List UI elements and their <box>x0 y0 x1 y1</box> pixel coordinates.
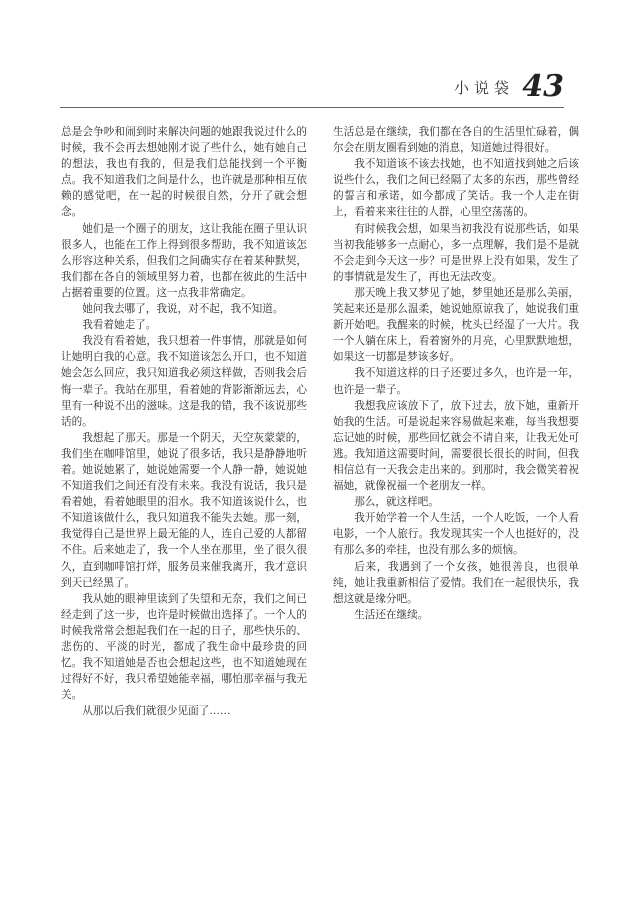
paragraph: 后来，我遇到了一个女孩，她很善良，也很单纯，她让我重新相信了爱情。我们在一起很快乐，我想这就是缘分吧。 <box>333 560 579 605</box>
paragraph: 我想起了那天。那是一个阴天，天空灰蒙蒙的，我们坐在咖啡馆里，她说了很多话，我只是静静地听着。她说她累了，她说她需要一个人静一静，她说她不知道我们之间还有没有未来。我没有说话，我只是看着她，看着她眼里的泪水。我不知道该说什么，也不知道该做什么，我只知道我不能失去她。那一刻，我觉得自己是世界上最无能的人，连自己爱的人都留不住。后来她走了，我一个人坐在那里，坐了很久很久，直到咖啡馆打烊，服务员来催我离开，我才意识到天已经黑了。 <box>61 431 307 589</box>
header-rule <box>60 107 564 108</box>
paragraph: 我没有看着她，我只想着一件事情，那就是如何让她明白我的心意。我不知道该怎么开口，也不知道她会怎么回应，我只知道我必须这样做，否则我会后悔一辈子。我站在那里，看着她的背影渐渐远去，心里有一种说不出的滋味。这是我的错，我不该说那些话的。 <box>61 335 307 428</box>
paragraph: 我开始学着一个人生活，一个人吃饭，一个人看电影，一个人旅行。我发现其实一个人也挺好的，没有那么多的牵挂，也没有那么多的烦恼。 <box>333 512 579 557</box>
paragraph: 生活总是在继续，我们都在各自的生活里忙碌着，偶尔会在朋友圈看到她的消息，知道她过得很好。 <box>333 126 579 155</box>
paragraph: 我看着她走了。 <box>82 319 157 332</box>
page-number: 43 <box>522 69 564 104</box>
paragraph: 总是会争吵和闹到时来解决问题的她跟我说过什么的时候，我不会再去想她刚才说了些什么，她有她自己的想法，我也有我的，但是我们总能找到一个平衡点。我不知道我们之间是什么，也许就是那种相互依赖的感觉吧，在一起的时候很自然，分开了就会想念。 <box>61 126 307 219</box>
paragraph: 那么，就这样吧。 <box>354 496 439 509</box>
paragraph: 生活还在继续。 <box>354 608 429 621</box>
paragraph: 有时候我会想，如果当初我没有说那些话，如果当初我能够多一点耐心，多一点理解，我们是不是就不会走到今天这一步？可是世界上没有如果，发生了的事情就是发生了，再也无法改变。 <box>333 222 579 283</box>
left-column <box>61 124 307 719</box>
paragraph: 我从她的眼神里读到了失望和无奈，我们之间已经走到了这一步，也许是时候做出选择了。一个人的时候我常常会想起我们在一起的日子，那些快乐的、悲伤的、平淡的时光，都成了我生命中最珍贵的回忆。我不知道她是否也会想起这些，也不知道她现在过得好不好，我只希望她能幸福，哪怕那幸福与我无关。 <box>61 592 307 702</box>
paragraph: 她们是一个圈子的朋友，这让我能在圈子里认识很多人，也能在工作上得到很多帮助，我不知道该怎么形容这种关系，但我们之间确实存在着某种默契，我们都在各自的领域里努力着，也都在彼此的生活中占据着重要的位置。这一点我非常确定。 <box>61 222 307 299</box>
paragraph: 我不知道该不该去找她，也不知道找到她之后该说些什么，我们之间已经隔了太多的东西，那些曾经的誓言和承诺，如今都成了笑话。我一个人走在街上，看着来来往往的人群，心里空荡荡的。 <box>333 158 579 219</box>
paragraph: 从那以后我们就很少见面了…… <box>82 705 231 718</box>
right-column <box>333 124 579 623</box>
paragraph: 那天晚上我又梦见了她，梦里她还是那么美丽，笑起来还是那么温柔，她说她原谅我了，她说我们重新开始吧。我醒来的时候，枕头已经湿了一大片。我一个人躺在床上，看着窗外的月亮，心里默默地想，如果这一切都是梦该多好。 <box>333 286 579 364</box>
paragraph: 我想我应该放下了，放下过去，放下她，重新开始我的生活。可是说起来容易做起来难，每当我想要忘记她的时候，那些回忆就会不请自来，让我无处可逃。我知道这需要时间，需要很长很长的时间，但我相信总有一天我会走出来的。到那时，我会微笑着祝福她，就像祝福一个老朋友一样。 <box>333 399 579 493</box>
paragraph: 她问我去哪了，我说，对不起，我不知道。 <box>82 303 284 316</box>
page-header <box>60 64 564 108</box>
paragraph: 我不知道这样的日子还要过多久，也许是一年，也许是一辈子。 <box>333 367 579 396</box>
section-title: 小说袋 <box>453 79 514 97</box>
